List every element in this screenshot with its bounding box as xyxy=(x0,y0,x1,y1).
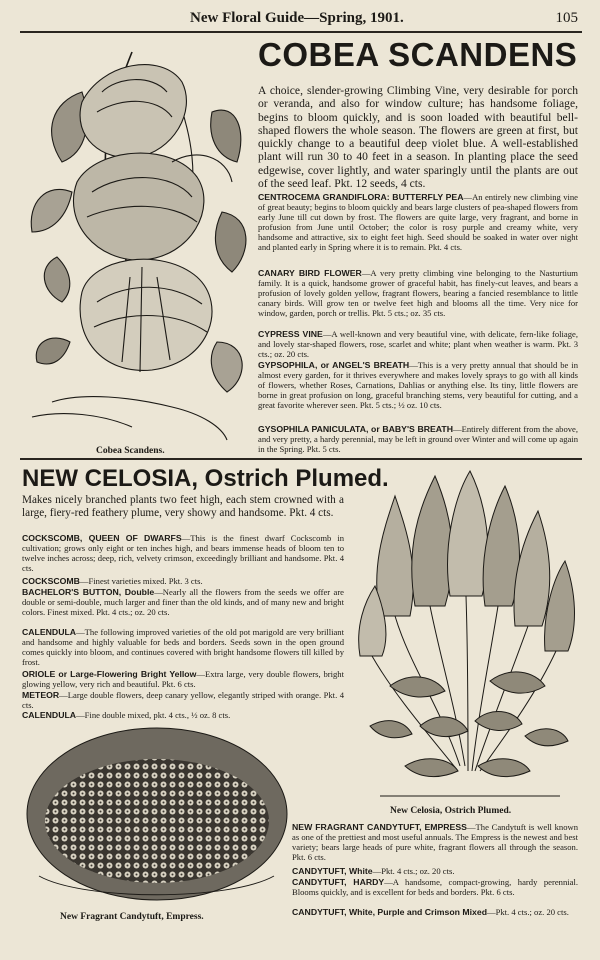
entry-name: COCKSCOMB xyxy=(22,576,80,586)
entry-queen-of-dwarfs xyxy=(22,533,344,573)
entry-name: CANDYTUFT, White xyxy=(292,866,373,876)
entry-name: CALENDULA xyxy=(22,627,77,637)
entry-name: GYSOPHILA PANICULATA, or BABY'S BREATH xyxy=(258,424,453,434)
cobea-caption: Cobea Scandens. xyxy=(96,446,165,456)
section-rule xyxy=(20,458,582,460)
entry-text: —Fine double mixed, pkt. 4 cts., ½ oz. 8 cts. xyxy=(76,710,231,720)
entry-text: —Extra large, very double flowers, bright glowing yellow, very rich and beautiful. Pkt. 6 cts. xyxy=(22,669,344,690)
entry-babys-breath xyxy=(258,424,578,454)
entry-name: CALENDULA xyxy=(22,710,77,720)
entry-bachelors-button xyxy=(22,587,344,617)
entry-calendula-intro xyxy=(22,627,344,667)
entry-name: CANARY BIRD FLOWER xyxy=(258,268,362,278)
entry-candytuft-white xyxy=(292,866,578,876)
header-rule xyxy=(20,31,582,33)
celosia-intro: Makes nicely branched plants two feet high, each stem crowned with a large, fiery-red feathery plume, very showy and handsome. Pkt. 4 cts. xyxy=(22,494,344,519)
entry-text: —A well-known and very beautiful vine, with delicate, fern-like foliage, and lovely star-shaped flowers, rose, scarlet and white; plant when weather is warm. Pkt. 3 cts.; oz. 20 cts. xyxy=(258,329,578,360)
entry-name: CANDYTUFT, HARDY xyxy=(292,877,385,887)
entry-text: —Nearly all the flowers from the seeds we offer are double or semi-double, much larger and finer than the old kinds, and of many new and bright colors. Finest mixed. Pkt. 4 cts.; oz. 20 cts. xyxy=(22,587,344,618)
entry-butterfly-pea xyxy=(258,192,578,253)
celosia-heading: NEW CELOSIA, Ostrich Plumed. xyxy=(22,465,389,492)
entry-text: —Pkt. 4 cts.; oz. 20 cts. xyxy=(487,907,569,917)
cobea-scandens-illustration xyxy=(22,42,254,442)
running-title: New Floral Guide—Spring, 1901. xyxy=(190,10,404,26)
entry-candytuft-hardy xyxy=(292,877,578,897)
entry-name: ORIOLE or Large-Flowering Bright Yellow xyxy=(22,669,197,679)
entry-text: —This is the finest dwarf Cockscomb in cultivation; grows only eight or ten inches high, and bears immense heads of bloom ten to twelve inches across; deep, rich, velvety crimson, exceedingly brilliant and handsome. Pkt. 4 cts. xyxy=(22,533,345,574)
entry-text: —A very pretty climbing vine belonging to the Nasturtium family. It is a quick, handsome grower of graceful habit, has finely-cut leaves, and bears a profusion of lovely golden yellow, fragrant flowers, bearing a fancied resemblance to little canary birds. Will grow ten or twelve feet high and blooms all the time. Very nice for window, garden, porch or trellis. Pkt. 5 cts.; oz. 35 cts. xyxy=(258,268,578,319)
entry-text: —Large double flowers, deep canary yellow, elegantly striped with orange. Pkt. 4 cts. xyxy=(22,690,344,711)
entry-cockscomb-mixed xyxy=(22,576,344,586)
entry-text: —The following improved varieties of the old pot marigold are very brilliant and handsome and highly valuable for beds and borders. Seeds sown in the open ground comes quickly into bloom, and continues covered with bright handsome flowers till killed by frost. xyxy=(22,627,344,668)
cobea-intro: A choice, slender-growing Climbing Vine, very desirable for porch or veranda, and also for window culture; has handsome foliage, begins to bloom quickly, and is soon loaded with beautiful bell-shaped flowers the whole season. The flowers are green at first, but quickly change to a beautiful deep violet blue. A well-established plant will run 30 to 40 feet in a season. In planting place the seed edgewise, cover lightly, and water sparingly until the plants are out of the seed leaf. Pkt. 12 seeds, 4 cts. xyxy=(258,84,578,191)
entry-angels-breath xyxy=(258,360,578,410)
entry-text: —The Candytuft is well known as one of the prettiest and most useful annuals. The Empress is the newest and best variety; bears large heads of pure white, fragrant flowers all through the season. Pkt. 6 cts. xyxy=(292,822,579,863)
entry-name: CANDYTUFT, White, Purple and Crimson Mixed xyxy=(292,907,487,917)
entry-name: NEW FRAGRANT CANDYTUFT, EMPRESS xyxy=(292,822,467,832)
entry-name: GYPSOPHILA, or ANGEL'S BREATH xyxy=(258,360,410,370)
cobea-heading: COBEA SCANDENS xyxy=(258,36,578,73)
entry-text: —An entirely new climbing vine of great beauty; begins to bloom quickly and bears large clusters of pea-shaped flowers from early June till cut down by frost. The flowers are quite large, very fragrant, and borne in profusion from June until October; the color is rosy purple and creamy white, very handsome and attractive, six to eight feet high. Seed should be soaked in water over night and planted early in Spring where it is to remain. Pkt. 4 cts. xyxy=(258,192,578,253)
celosia-caption: New Celosia, Ostrich Plumed. xyxy=(390,806,512,816)
entry-name: CYPRESS VINE xyxy=(258,329,323,339)
entry-text: —Pkt. 4 cts.; oz. 20 cts. xyxy=(372,866,455,876)
entry-text: —This is a very pretty annual that should be in almost every garden, for it thrives everywhere and makes lovely sprays to go with all kinds of flowers, whether Roses, Carnations, Dahlias or anything else. Its tiny, little flowers are borne in great profusion on long, graceful branching stems, very beautiful for cutting, and a great favorite wherever seen. Pkt. 5 cts.; ½ oz. 10 cts. xyxy=(258,360,578,411)
entry-meteor xyxy=(22,690,344,710)
entry-name: BACHELOR'S BUTTON, Double xyxy=(22,587,155,597)
page-number: 105 xyxy=(555,10,578,26)
page-header xyxy=(0,8,600,30)
entry-name: COCKSCOMB, QUEEN OF DWARFS xyxy=(22,533,182,543)
entry-candytuft-mixed xyxy=(292,907,578,917)
entry-text: —Finest varieties mixed. Pkt. 3 cts. xyxy=(79,576,203,586)
entry-calendula-mixed xyxy=(22,710,344,720)
entry-text: —A handsome, compact-growing, hardy perennial. Blooms quickly, and is excellent for beds and borders. Pkt. 6 cts. xyxy=(292,877,578,898)
entry-oriole xyxy=(22,669,344,689)
celosia-ostrich-plumed-illustration xyxy=(350,466,584,802)
entry-candytuft-empress xyxy=(292,822,578,862)
entry-name: CENTROCEMA GRANDIFLORA: BUTTERFLY PEA xyxy=(258,192,464,202)
candytuft-empress-illustration xyxy=(24,726,290,916)
entry-canary-bird-flower xyxy=(258,268,578,318)
entry-text: —Entirely different from the above, and very pretty, a hardy perennial, may be left in ground over Winter and will come up again in the Spring. Pkt. 5 cts. xyxy=(258,424,579,455)
candytuft-caption: New Fragrant Candytuft, Empress. xyxy=(60,912,204,922)
entry-name: METEOR xyxy=(22,690,60,700)
entry-cypress-vine xyxy=(258,329,578,359)
